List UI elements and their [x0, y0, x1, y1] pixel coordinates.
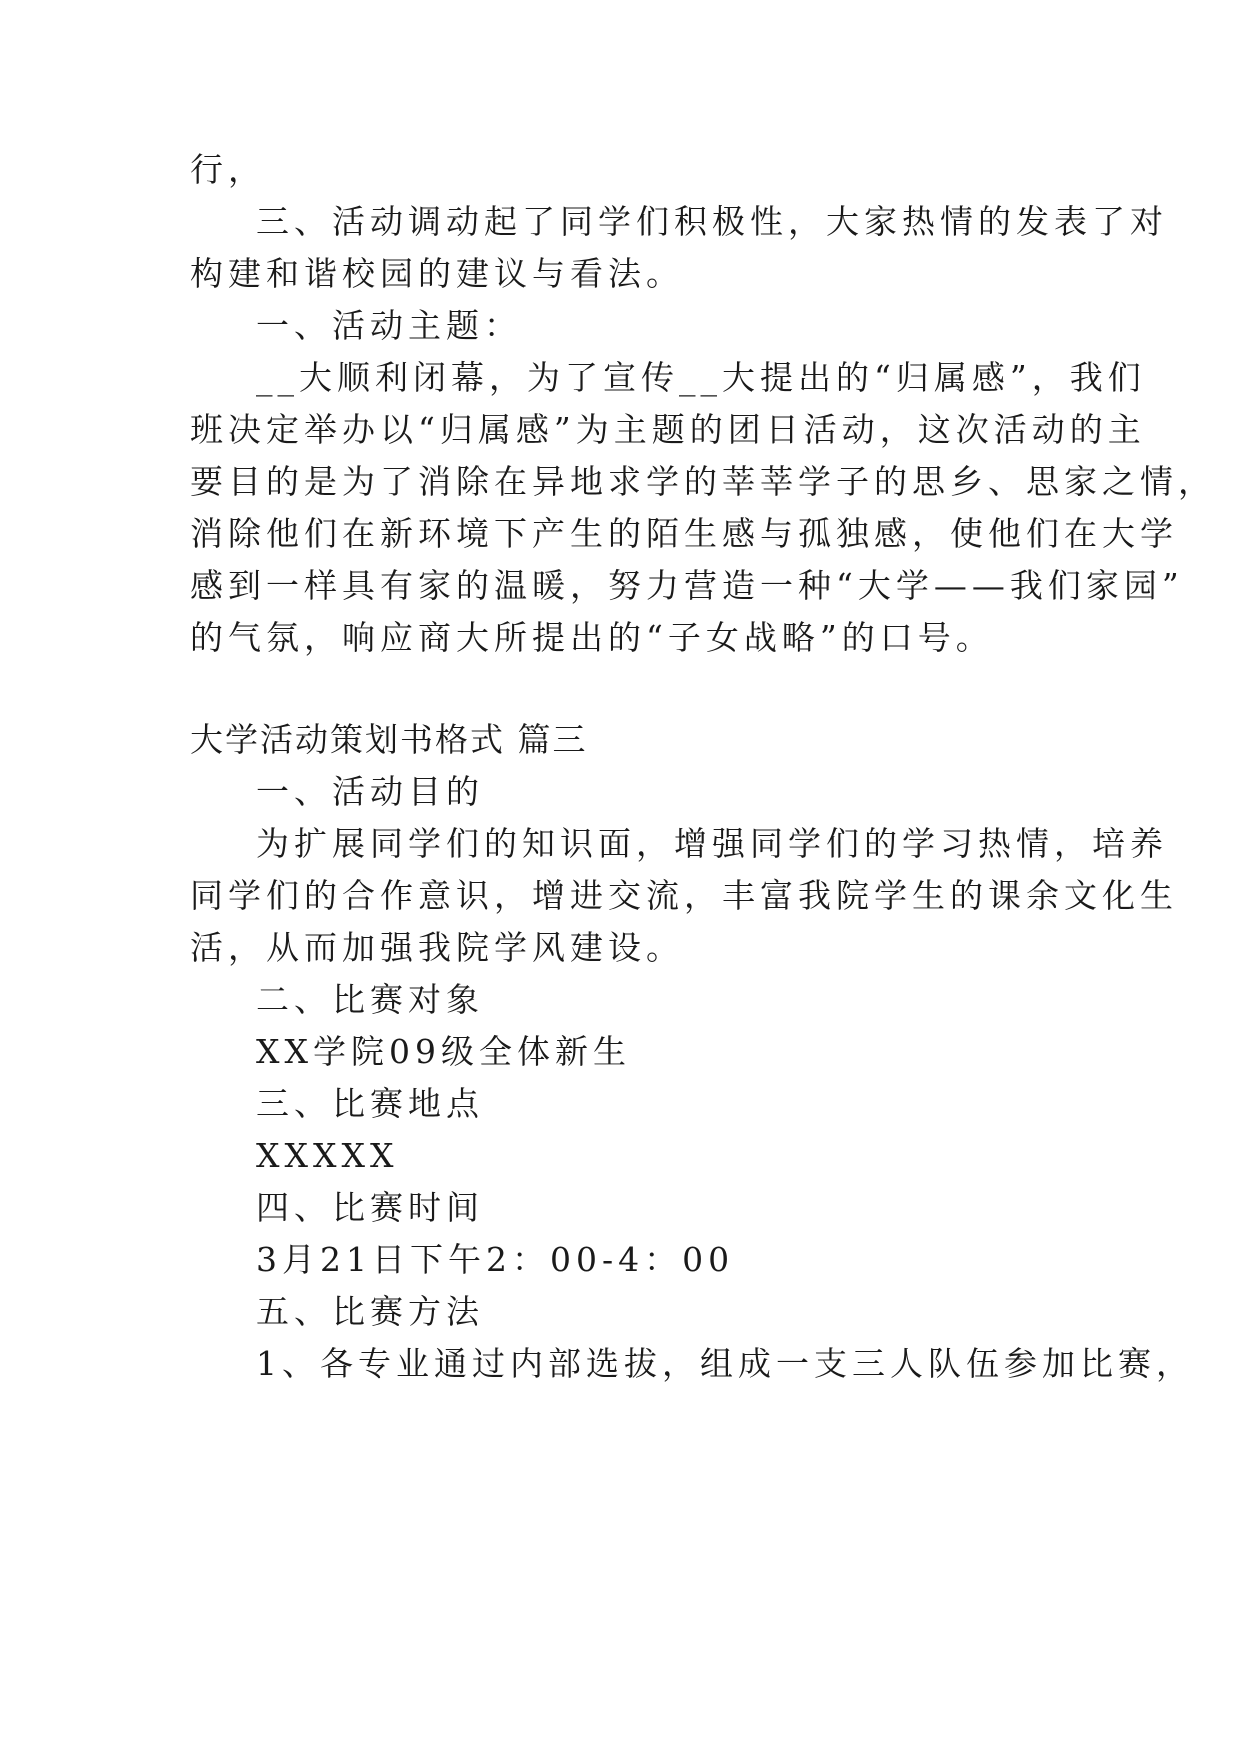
paragraph-line: 要目的是为了消除在异地求学的莘莘学子的思乡、思家之情，	[190, 462, 1216, 501]
purpose-heading: 一、活动目的	[256, 772, 484, 811]
paragraph-line: 行，	[190, 150, 266, 189]
time-heading: 四、比赛时间	[256, 1188, 484, 1227]
paragraph-line: 消除他们在新环境下产生的陌生感与孤独感，使他们在大学	[190, 514, 1178, 553]
section-title: 大学活动策划书格式 篇三	[190, 720, 588, 759]
paragraph-line: 构建和谐校园的建议与看法。	[190, 254, 684, 293]
paragraph-line: 同学们的合作意识，增进交流，丰富我院学生的课余文化生	[190, 876, 1178, 915]
place-heading: 三、比赛地点	[256, 1084, 484, 1123]
method-heading: 五、比赛方法	[256, 1292, 484, 1331]
paragraph-line: 三、活动调动起了同学们积极性，大家热情的发表了对	[256, 202, 1168, 241]
target-text: XX学院09级全体新生	[256, 1032, 631, 1071]
theme-heading: 一、活动主题：	[256, 306, 522, 345]
time-text: 3月21日下午2：00-4：00	[256, 1240, 735, 1279]
paragraph-line: 班决定举办以“归属感”为主题的团日活动，这次活动的主	[190, 410, 1146, 449]
paragraph-line: 感到一样具有家的温暖，努力营造一种“大学——我们家园”	[190, 566, 1184, 605]
paragraph-line: 为扩展同学们的知识面，增强同学们的学习热情，培养	[256, 824, 1168, 863]
method-text: 1、各专业通过内部选拔，组成一支三人队伍参加比赛，	[256, 1344, 1194, 1383]
target-heading: 二、比赛对象	[256, 980, 484, 1019]
place-text: XXXXX	[256, 1136, 399, 1175]
paragraph-line: 的气氛，响应商大所提出的“子女战略”的口号。	[190, 618, 994, 657]
paragraph-line: __大顺利闭幕，为了宣传__大提出的“归属感”，我们	[256, 358, 1146, 397]
paragraph-line: 活，从而加强我院学风建设。	[190, 928, 684, 967]
